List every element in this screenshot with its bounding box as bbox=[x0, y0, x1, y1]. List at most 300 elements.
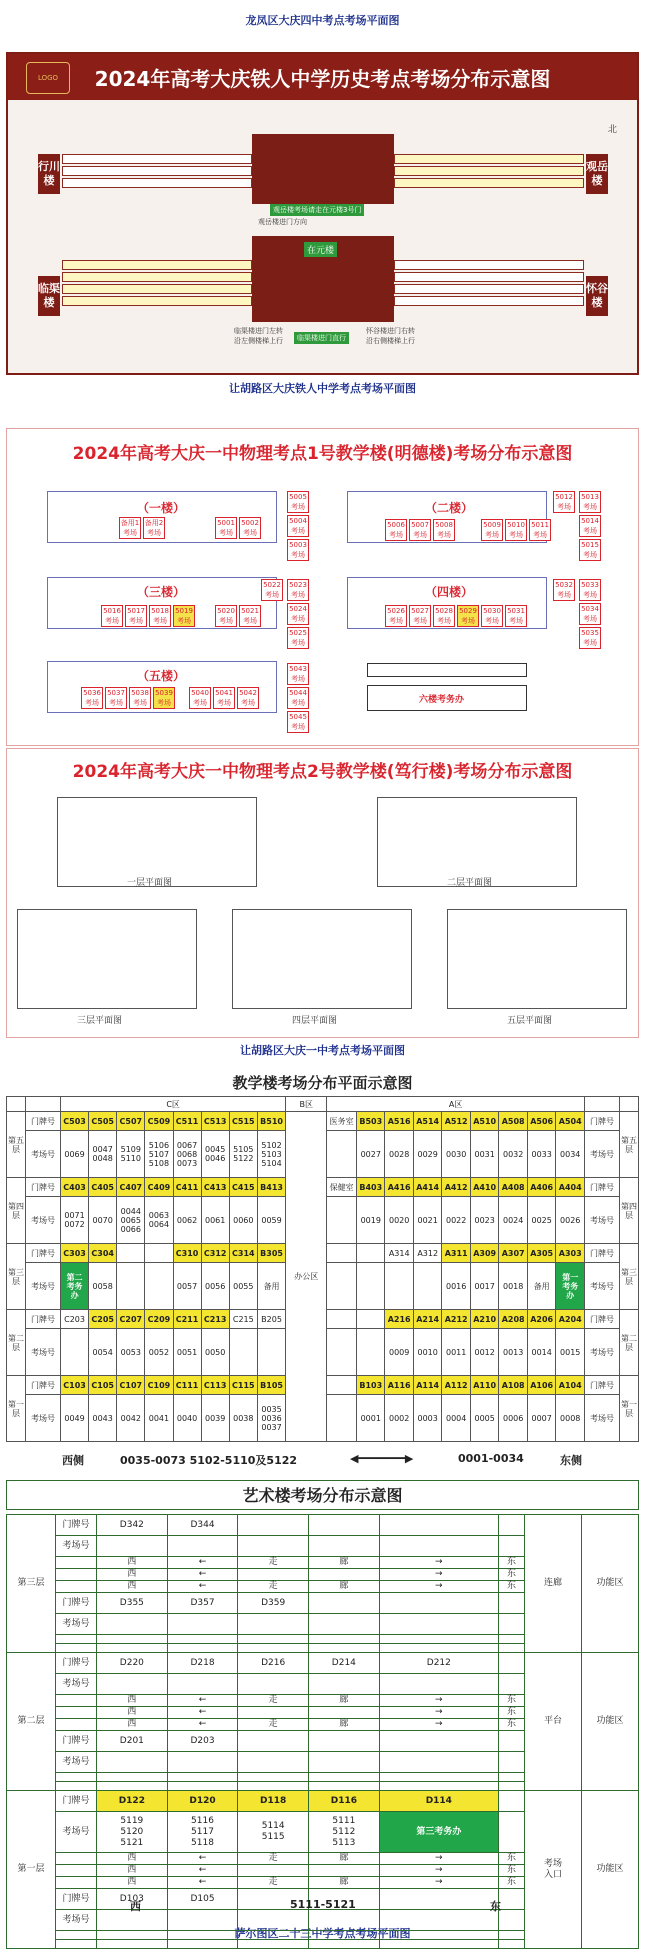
room-cell: 0011 bbox=[442, 1329, 471, 1376]
floor-label: 第三层 bbox=[7, 1515, 56, 1653]
room-cell bbox=[357, 1263, 385, 1310]
room-cell: 0001 bbox=[357, 1395, 385, 1442]
room-cell: 0017 bbox=[470, 1263, 499, 1310]
floor-label: 第一层 bbox=[620, 1376, 639, 1442]
room-cell: 0006 bbox=[499, 1395, 528, 1442]
corridor-mid bbox=[238, 1569, 309, 1581]
room: 5001 考场 bbox=[215, 517, 237, 539]
room-cell: 0035 0036 0037 bbox=[257, 1395, 285, 1442]
table-cell bbox=[56, 1940, 97, 1949]
plan-5-label: 五层平面图 bbox=[507, 1016, 553, 1026]
wing bbox=[394, 284, 584, 294]
table-cell bbox=[97, 1782, 168, 1791]
door-cell: C111 bbox=[173, 1376, 201, 1395]
door-cell: A416 bbox=[385, 1178, 414, 1197]
wing bbox=[394, 178, 584, 188]
room-cell bbox=[379, 1752, 498, 1773]
room-cell: 0052 bbox=[145, 1329, 173, 1376]
row-head: 门牌号 bbox=[585, 1178, 620, 1197]
door-cell: A514 bbox=[413, 1112, 442, 1131]
corridor-mid: 走 bbox=[238, 1719, 309, 1731]
arrow-both-icon: ◀━━━━━━━▶ bbox=[350, 1452, 414, 1465]
door-cell: C505 bbox=[89, 1112, 117, 1131]
wing bbox=[394, 260, 584, 270]
table-cell bbox=[238, 1644, 309, 1653]
door-cell: C413 bbox=[201, 1178, 229, 1197]
door-cell: C105 bbox=[89, 1376, 117, 1395]
row-head: 考场号 bbox=[26, 1197, 61, 1244]
room-cell: 0058 bbox=[89, 1263, 117, 1310]
door-cell: A506 bbox=[527, 1112, 556, 1131]
door-cell: C205 bbox=[89, 1310, 117, 1329]
floor-1-label: （一楼） bbox=[137, 501, 186, 515]
row-head: 门牌号 bbox=[26, 1310, 61, 1329]
wing bbox=[62, 154, 252, 164]
room: 5024 考场 bbox=[287, 603, 309, 625]
room-cell bbox=[167, 1752, 238, 1773]
table-cell bbox=[26, 1097, 61, 1112]
door-cell: B403 bbox=[357, 1178, 385, 1197]
plan-3 bbox=[17, 909, 197, 1009]
table-cell bbox=[498, 1635, 524, 1644]
room-cell: 0012 bbox=[470, 1329, 499, 1376]
door-cell: D342 bbox=[97, 1515, 168, 1536]
floor-label: 第一层 bbox=[7, 1376, 26, 1442]
table-cell bbox=[309, 1644, 380, 1653]
door-cell: C415 bbox=[229, 1178, 257, 1197]
room-name: 保健室 bbox=[327, 1178, 357, 1197]
school-logo: LOGO bbox=[26, 62, 70, 94]
door-cell bbox=[498, 1731, 524, 1752]
room-cell: 0005 bbox=[470, 1395, 499, 1442]
row-head: 门牌号 bbox=[56, 1791, 97, 1812]
row-head: 门牌号 bbox=[26, 1112, 61, 1131]
door-cell: C503 bbox=[61, 1112, 89, 1131]
west-side: 西侧 bbox=[62, 1454, 84, 1467]
room-cell bbox=[97, 1536, 168, 1557]
arrow-right-icon: → bbox=[379, 1695, 498, 1707]
room-cell: 0033 bbox=[527, 1131, 556, 1178]
row-head: 考场号 bbox=[56, 1536, 97, 1557]
room: 5030 考场 bbox=[481, 605, 503, 627]
foot-east: 东 bbox=[490, 1900, 501, 1913]
door-cell: D344 bbox=[167, 1515, 238, 1536]
corridor-mid: 廊 bbox=[309, 1695, 380, 1707]
arrow-left-icon: ← bbox=[167, 1853, 238, 1865]
floor-label: 第二层 bbox=[7, 1310, 26, 1376]
room: 5017 考场 bbox=[125, 605, 147, 627]
room-cell: 0022 bbox=[442, 1197, 471, 1244]
room-cell: 0049 bbox=[61, 1395, 89, 1442]
teaching-building-table bbox=[6, 1096, 639, 1442]
foot-west: 西 bbox=[130, 1900, 141, 1913]
room-cell bbox=[379, 1614, 498, 1635]
room: 5020 考场 bbox=[215, 605, 237, 627]
room-cell: 0060 bbox=[229, 1197, 257, 1244]
door-cell: D220 bbox=[97, 1653, 168, 1674]
plan-1-label: 一层平面图 bbox=[127, 878, 173, 888]
room-cell: 0050 bbox=[201, 1329, 229, 1376]
floor-label: 第五层 bbox=[7, 1112, 26, 1178]
room-cell bbox=[238, 1910, 309, 1931]
table-cell bbox=[498, 1782, 524, 1791]
function-area: 功能区 bbox=[582, 1515, 639, 1653]
room: 5025 考场 bbox=[287, 627, 309, 649]
door-cell: C509 bbox=[145, 1112, 173, 1131]
door-cell: A504 bbox=[556, 1112, 585, 1131]
table-cell bbox=[97, 1635, 168, 1644]
room: 5008 考场 bbox=[433, 519, 455, 541]
room: 5042 考场 bbox=[237, 687, 259, 709]
room-cell: 0069 bbox=[61, 1131, 89, 1178]
corridor-mid bbox=[238, 1707, 309, 1719]
table-cell bbox=[238, 1773, 309, 1782]
corridor-mid: 廊 bbox=[309, 1877, 380, 1889]
floor-label: 第三层 bbox=[620, 1244, 639, 1310]
table-cell bbox=[56, 1581, 97, 1593]
room-cell bbox=[327, 1329, 357, 1376]
room: 5003 考场 bbox=[287, 539, 309, 561]
row-head: 门牌号 bbox=[56, 1593, 97, 1614]
table-cell bbox=[238, 1931, 309, 1940]
door-cell bbox=[238, 1731, 309, 1752]
room-cell: 5116 5117 5118 bbox=[167, 1812, 238, 1853]
room: 5022 考场 bbox=[261, 579, 283, 601]
room-cell: 0024 bbox=[499, 1197, 528, 1244]
p5-title: 艺术楼考场分布示意图 bbox=[6, 1480, 639, 1510]
room-cell bbox=[97, 1614, 168, 1635]
table-cell bbox=[620, 1097, 639, 1112]
door-cell bbox=[498, 1791, 524, 1812]
room-cell bbox=[379, 1536, 498, 1557]
row-head: 考场号 bbox=[26, 1329, 61, 1376]
caption-top: 龙凤区大庆四中考点考场平面图 bbox=[245, 14, 400, 27]
room-cell: 0047 0048 bbox=[89, 1131, 117, 1178]
table-cell bbox=[56, 1557, 97, 1569]
room: 5033 考场 bbox=[579, 579, 601, 601]
table-cell bbox=[238, 1782, 309, 1791]
room-cell: 5119 5120 5121 bbox=[97, 1812, 168, 1853]
room-cell: 0071 0072 bbox=[61, 1197, 89, 1244]
table-cell bbox=[167, 1644, 238, 1653]
room: 5027 考场 bbox=[409, 605, 431, 627]
room-cell: 0045 0046 bbox=[201, 1131, 229, 1178]
wing bbox=[394, 154, 584, 164]
corridor-east: 东 bbox=[498, 1557, 524, 1569]
door-cell: B205 bbox=[257, 1310, 285, 1329]
door-cell: C403 bbox=[61, 1178, 89, 1197]
door-cell: C405 bbox=[89, 1178, 117, 1197]
table-cell bbox=[56, 1635, 97, 1644]
row-head: 考场号 bbox=[26, 1395, 61, 1442]
door-cell: C203 bbox=[61, 1310, 89, 1329]
wing bbox=[62, 284, 252, 294]
room-cell bbox=[167, 1614, 238, 1635]
door-cell: A210 bbox=[470, 1310, 499, 1329]
room: 5014 考场 bbox=[579, 515, 601, 537]
door-cell bbox=[498, 1653, 524, 1674]
room-cell bbox=[257, 1329, 285, 1376]
corridor-mid bbox=[309, 1865, 380, 1877]
floor-label: 第四层 bbox=[7, 1178, 26, 1244]
room-cell: 0056 bbox=[201, 1263, 229, 1310]
row-head: 考场号 bbox=[585, 1263, 620, 1310]
room: 5039 考场 bbox=[153, 687, 175, 709]
table-cell bbox=[379, 1773, 498, 1782]
corridor-west: 西 bbox=[97, 1581, 168, 1593]
room-cell: 0041 bbox=[145, 1395, 173, 1442]
duxing-map bbox=[6, 748, 639, 1038]
table-cell bbox=[167, 1782, 238, 1791]
corridor-west: 西 bbox=[97, 1853, 168, 1865]
building-right-bottom: 怀谷楼 bbox=[586, 276, 608, 316]
door-cell: A110 bbox=[470, 1376, 499, 1395]
room-cell: 0032 bbox=[499, 1131, 528, 1178]
door-cell: B305 bbox=[257, 1244, 285, 1263]
door-cell: A114 bbox=[413, 1376, 442, 1395]
arrow-left-icon: ← bbox=[167, 1581, 238, 1593]
room-cell: 0042 bbox=[117, 1395, 145, 1442]
room-cell: 0029 bbox=[413, 1131, 442, 1178]
door-cell: C115 bbox=[229, 1376, 257, 1395]
room-cell bbox=[498, 1536, 524, 1557]
room-cell bbox=[309, 1752, 380, 1773]
zone-c: C区 bbox=[61, 1097, 286, 1112]
table-cell bbox=[56, 1707, 97, 1719]
room: 5044 考场 bbox=[287, 687, 309, 709]
table-cell bbox=[97, 1773, 168, 1782]
wing bbox=[62, 296, 252, 306]
door-cell: A216 bbox=[385, 1310, 414, 1329]
table-cell bbox=[379, 1931, 498, 1940]
room-cell: 备用 bbox=[527, 1263, 556, 1310]
door-cell: A404 bbox=[556, 1178, 585, 1197]
caption-p1: 让胡路区大庆铁人中学考点考场平面图 bbox=[229, 382, 416, 395]
table-cell bbox=[309, 1931, 380, 1940]
door-cell: D201 bbox=[97, 1731, 168, 1752]
left-note: 临渠楼进门左转 沿左侧楼梯上行 bbox=[234, 327, 283, 345]
door-cell: A208 bbox=[499, 1310, 528, 1329]
door-cell: C209 bbox=[145, 1310, 173, 1329]
room: 5036 考场 bbox=[81, 687, 103, 709]
room: 5010 考场 bbox=[505, 519, 527, 541]
door-cell: D103 bbox=[97, 1889, 168, 1910]
room-cell bbox=[117, 1263, 145, 1310]
plan-4 bbox=[232, 909, 412, 1009]
corridor-mid: 走 bbox=[238, 1877, 309, 1889]
room-cell: 0018 bbox=[499, 1263, 528, 1310]
wing bbox=[394, 296, 584, 306]
room-cell: 0021 bbox=[413, 1197, 442, 1244]
door-cell: D118 bbox=[238, 1791, 309, 1812]
room-cell: 0016 bbox=[442, 1263, 471, 1310]
table-cell bbox=[167, 1635, 238, 1644]
room-cell: 0070 bbox=[89, 1197, 117, 1244]
door-cell: A512 bbox=[442, 1112, 471, 1131]
corridor-mid: 走 bbox=[238, 1581, 309, 1593]
room-cell: 0009 bbox=[385, 1329, 414, 1376]
room-cell: 0062 bbox=[173, 1197, 201, 1244]
wing bbox=[394, 272, 584, 282]
table-cell bbox=[585, 1097, 620, 1112]
table-cell bbox=[309, 1940, 380, 1949]
table-cell bbox=[498, 1773, 524, 1782]
row-head: 考场号 bbox=[56, 1812, 97, 1853]
table-cell bbox=[56, 1719, 97, 1731]
room-cell: 0015 bbox=[556, 1329, 585, 1376]
room-cell: 0051 bbox=[173, 1329, 201, 1376]
door-cell: A314 bbox=[385, 1244, 414, 1263]
room: 5023 考场 bbox=[287, 579, 309, 601]
arrow-right-icon: → bbox=[379, 1877, 498, 1889]
wing bbox=[62, 166, 252, 176]
door-cell: C314 bbox=[229, 1244, 257, 1263]
west-range: 0035-0073 5102-5110及5122 bbox=[120, 1454, 298, 1467]
corridor-east: 东 bbox=[498, 1865, 524, 1877]
door-cell bbox=[117, 1244, 145, 1263]
door-cell: A516 bbox=[385, 1112, 414, 1131]
room-cell: 0054 bbox=[89, 1329, 117, 1376]
floor-label: 第五层 bbox=[620, 1112, 639, 1178]
room: 5019 考场 bbox=[173, 605, 195, 627]
table-cell bbox=[56, 1773, 97, 1782]
door-cell: C407 bbox=[117, 1178, 145, 1197]
office-label: 六楼考务办 bbox=[419, 695, 465, 705]
door-cell: A112 bbox=[442, 1376, 471, 1395]
corridor-mid bbox=[309, 1707, 380, 1719]
room-cell bbox=[498, 1812, 524, 1853]
door-cell: B105 bbox=[257, 1376, 285, 1395]
table-cell bbox=[97, 1940, 168, 1949]
row-head: 考场号 bbox=[585, 1395, 620, 1442]
wing bbox=[62, 178, 252, 188]
room-cell bbox=[498, 1910, 524, 1931]
room-cell bbox=[61, 1329, 89, 1376]
row-head: 考场号 bbox=[26, 1263, 61, 1310]
tieren-map bbox=[6, 52, 639, 375]
row-head: 门牌号 bbox=[585, 1310, 620, 1329]
table-cell bbox=[379, 1635, 498, 1644]
door-cell: A104 bbox=[556, 1376, 585, 1395]
room-name bbox=[327, 1376, 357, 1395]
room-cell: 备用 bbox=[257, 1263, 285, 1310]
door-cell bbox=[379, 1593, 498, 1614]
door-cell: B103 bbox=[357, 1376, 385, 1395]
corridor-mid: 廊 bbox=[309, 1581, 380, 1593]
room-cell: 5114 5115 bbox=[238, 1812, 309, 1853]
corridor-east: 东 bbox=[498, 1707, 524, 1719]
room-cell bbox=[238, 1536, 309, 1557]
room: 5013 考场 bbox=[579, 491, 601, 513]
door-cell: A214 bbox=[413, 1310, 442, 1329]
door-cell: D116 bbox=[309, 1791, 380, 1812]
table-cell bbox=[56, 1877, 97, 1889]
door-cell: D114 bbox=[379, 1791, 498, 1812]
foot-range: 5111-5121 bbox=[290, 1898, 356, 1911]
corridor-west: 西 bbox=[97, 1877, 168, 1889]
table-cell bbox=[97, 1931, 168, 1940]
room-cell: 0055 bbox=[229, 1263, 257, 1310]
center-gate: 临渠楼进门直行 bbox=[294, 332, 349, 344]
room-cell: 0007 bbox=[527, 1395, 556, 1442]
floor-5-label: （五楼） bbox=[137, 669, 186, 683]
floor-3-label: （三楼） bbox=[137, 585, 186, 599]
room-cell bbox=[385, 1263, 414, 1310]
side-area: 考场 入口 bbox=[525, 1791, 582, 1949]
room-cell: 5106 5107 5108 bbox=[145, 1131, 173, 1178]
arrow-left-icon: ← bbox=[167, 1719, 238, 1731]
room-cell bbox=[327, 1395, 357, 1442]
door-cell bbox=[145, 1244, 173, 1263]
room-cell: 0038 bbox=[229, 1395, 257, 1442]
room-cell: 0019 bbox=[357, 1197, 385, 1244]
table-cell bbox=[379, 1782, 498, 1791]
building-right-top: 观岳楼 bbox=[586, 154, 608, 194]
room: 5002 考场 bbox=[239, 517, 261, 539]
p1-title: 2024年高考大庆铁人中学历史考点考场分布示意图 bbox=[8, 54, 637, 100]
room-cell: 5102 5103 5104 bbox=[257, 1131, 285, 1178]
wing bbox=[62, 272, 252, 282]
door-cell: D212 bbox=[379, 1653, 498, 1674]
door-cell: C303 bbox=[61, 1244, 89, 1263]
row-head: 门牌号 bbox=[56, 1731, 97, 1752]
room-cell bbox=[498, 1674, 524, 1695]
door-cell bbox=[309, 1515, 380, 1536]
door-cell: C513 bbox=[201, 1112, 229, 1131]
door-cell bbox=[238, 1515, 309, 1536]
entrance-note: 观岳楼考场请走在元楼3号门 bbox=[270, 204, 364, 216]
arrow-right-icon: → bbox=[379, 1581, 498, 1593]
door-cell: C213 bbox=[201, 1310, 229, 1329]
door-cell: A108 bbox=[499, 1376, 528, 1395]
door-cell: A410 bbox=[470, 1178, 499, 1197]
row-head: 门牌号 bbox=[585, 1244, 620, 1263]
door-cell: A303 bbox=[556, 1244, 585, 1263]
door-cell bbox=[309, 1593, 380, 1614]
door-cell bbox=[379, 1731, 498, 1752]
room: 5011 考场 bbox=[529, 519, 551, 541]
door-cell bbox=[498, 1515, 524, 1536]
table-cell bbox=[56, 1695, 97, 1707]
office-bar bbox=[367, 663, 527, 677]
room: 5034 考场 bbox=[579, 603, 601, 625]
room-cell bbox=[309, 1614, 380, 1635]
room-cell bbox=[327, 1131, 357, 1178]
room: 5031 考场 bbox=[505, 605, 527, 627]
door-cell: A312 bbox=[413, 1244, 442, 1263]
east-side: 东侧 bbox=[560, 1454, 582, 1467]
door-cell: B413 bbox=[257, 1178, 285, 1197]
room-cell: 0057 bbox=[173, 1263, 201, 1310]
door-cell: C511 bbox=[173, 1112, 201, 1131]
mingde-map bbox=[6, 428, 639, 746]
caption-bottom: 萨尔图区二十三中学考点考场平面图 bbox=[234, 1927, 411, 1940]
room: 备用1 考场 bbox=[120, 519, 140, 537]
floor-label: 第二层 bbox=[620, 1310, 639, 1376]
door-cell: D355 bbox=[97, 1593, 168, 1614]
building-left-bottom: 临渠楼 bbox=[38, 276, 60, 316]
door-cell: A307 bbox=[499, 1244, 528, 1263]
door-cell: D120 bbox=[167, 1791, 238, 1812]
room-cell: 0031 bbox=[470, 1131, 499, 1178]
room-cell bbox=[238, 1614, 309, 1635]
zone-b: B区 bbox=[286, 1097, 327, 1112]
arrow-right-icon: → bbox=[379, 1853, 498, 1865]
door-cell: A305 bbox=[527, 1244, 556, 1263]
door-cell: D214 bbox=[309, 1653, 380, 1674]
arrow-right-icon: → bbox=[379, 1865, 498, 1877]
right-note: 怀谷楼进门右转 沿右侧楼梯上行 bbox=[366, 327, 415, 345]
